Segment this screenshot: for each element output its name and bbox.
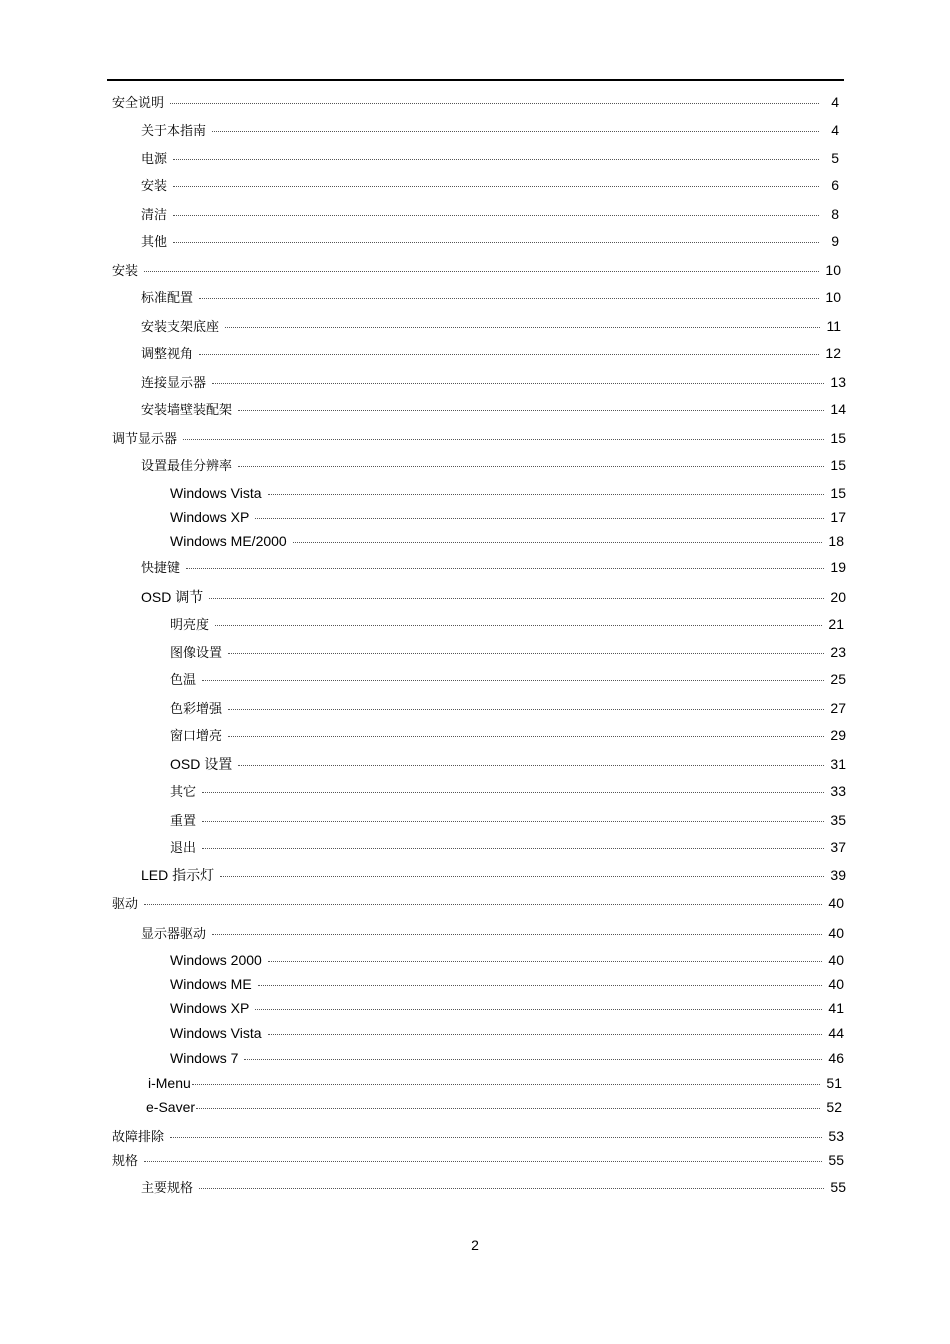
toc-entry-page: 4 [831, 94, 839, 110]
toc-entry[interactable] [146, 1098, 842, 1116]
page-number: 2 [471, 1237, 479, 1253]
toc-entry[interactable] [170, 1024, 844, 1042]
toc-leader [170, 1137, 822, 1138]
toc-entry[interactable] [141, 400, 846, 418]
toc-entry-page: 6 [831, 177, 839, 193]
toc-entry-page: 55 [830, 1179, 846, 1195]
toc-leader [170, 103, 819, 104]
toc-leader [228, 736, 824, 737]
toc-entry-title: 窗口增亮 [170, 729, 223, 744]
toc-entry-title: 关于本指南 [141, 124, 207, 139]
toc-entry-page: 15 [830, 457, 846, 473]
toc-leader [258, 985, 823, 986]
toc-leader [173, 215, 819, 216]
toc-leader [255, 1009, 822, 1010]
toc-entry[interactable] [141, 232, 839, 250]
toc-entry-title: OSD 设置 [170, 756, 233, 772]
toc-entry-page: 35 [830, 812, 846, 828]
toc-leader [173, 159, 819, 160]
toc-entry-title: 故障排除 [112, 1130, 165, 1145]
toc-entry[interactable] [170, 951, 844, 969]
toc-entry-title: 明亮度 [170, 618, 210, 633]
toc-leader [173, 242, 819, 243]
toc-entry-page: 21 [828, 616, 844, 632]
toc-leader [209, 598, 824, 599]
toc-leader [268, 1034, 823, 1035]
toc-entry[interactable] [141, 317, 841, 335]
toc-entry-page: 11 [826, 318, 841, 334]
toc-entry-page: 12 [825, 345, 841, 361]
toc-entry-title: 其它 [170, 785, 197, 800]
toc-entry-title: e-Saver [146, 1099, 196, 1115]
toc-entry-page: 23 [830, 644, 846, 660]
toc-entry-page: 15 [830, 430, 846, 446]
toc-entry-title: 调整视角 [141, 347, 194, 362]
toc-entry-page: 37 [830, 839, 846, 855]
toc-entry-page: 40 [828, 895, 844, 911]
toc-entry[interactable] [141, 205, 839, 223]
toc-entry[interactable] [170, 643, 846, 661]
toc-entry-page: 13 [830, 374, 846, 390]
toc-leader [212, 934, 822, 935]
toc-leader [202, 680, 824, 681]
toc-entry-page: 9 [831, 233, 839, 249]
toc-entry[interactable] [141, 588, 846, 606]
toc-leader [199, 354, 819, 355]
toc-entry[interactable] [141, 149, 839, 167]
toc-leader [144, 904, 822, 905]
toc-entry-page: 40 [828, 976, 844, 992]
toc-entry[interactable] [141, 924, 844, 942]
toc-entry-title: 安装支架底座 [141, 320, 220, 335]
toc-entry[interactable] [170, 615, 844, 633]
toc-entry-title: 规格 [112, 1154, 139, 1169]
toc-leader [215, 625, 822, 626]
toc-entry[interactable] [141, 121, 839, 139]
toc-leader [202, 792, 824, 793]
toc-leader [225, 327, 820, 328]
toc-entry-page: 41 [828, 1000, 844, 1016]
toc-entry-page: 33 [830, 783, 846, 799]
toc-entry-page: 4 [831, 122, 839, 138]
toc-leader [238, 466, 824, 467]
toc-entry-page: 40 [828, 925, 844, 941]
toc-entry-page: 27 [830, 700, 846, 716]
toc-entry-title: Windows ME/2000 [170, 533, 287, 549]
toc-entry[interactable] [141, 288, 841, 306]
toc-entry-page: 53 [828, 1128, 844, 1144]
toc-entry-page: 55 [828, 1152, 844, 1168]
toc-entry-title: 显示器驱动 [141, 927, 207, 942]
toc-entry-page: 52 [826, 1099, 842, 1115]
toc-entry-title: 安装墙壁装配架 [141, 403, 233, 418]
toc-leader [238, 765, 824, 766]
toc-entry[interactable] [170, 726, 846, 744]
toc-entry-title: Windows 2000 [170, 952, 262, 968]
toc-entry-page: 10 [825, 262, 841, 278]
toc-leader [173, 186, 819, 187]
toc-entry[interactable] [141, 558, 846, 576]
toc-entry[interactable] [112, 93, 839, 111]
toc-leader [199, 1188, 824, 1189]
toc-entry[interactable] [141, 866, 846, 884]
toc-entry[interactable] [170, 975, 844, 993]
toc-entry-page: 19 [830, 559, 846, 575]
toc-entry[interactable] [170, 670, 846, 688]
toc-leader [144, 271, 819, 272]
toc-entry-page: 15 [830, 485, 846, 501]
toc-entry-title: 调节显示器 [112, 432, 178, 447]
toc-entry[interactable] [112, 1127, 844, 1145]
toc-entry[interactable] [148, 1074, 842, 1092]
toc-entry-title: Windows Vista [170, 485, 262, 501]
toc-entry[interactable] [170, 1049, 844, 1067]
toc-entry-title: Windows 7 [170, 1050, 239, 1066]
toc-leader [244, 1059, 822, 1060]
toc-leader [228, 709, 824, 710]
toc-entry[interactable] [141, 373, 846, 391]
toc-entry[interactable] [141, 344, 841, 362]
toc-leader [268, 494, 825, 495]
toc-entry-page: 39 [830, 867, 846, 883]
toc-entry[interactable] [112, 261, 841, 279]
toc-entry-page: 17 [830, 509, 846, 525]
toc-entry-title: Windows XP [170, 1000, 250, 1016]
toc-entry[interactable] [112, 429, 846, 447]
toc-entry-title: 标准配置 [141, 291, 194, 306]
toc-leader [220, 876, 824, 877]
toc-leader [293, 542, 823, 543]
toc-entry-title: Windows Vista [170, 1025, 262, 1041]
toc-entry[interactable] [141, 176, 839, 194]
toc-entry[interactable] [170, 484, 846, 502]
toc-entry-title: Windows XP [170, 509, 250, 525]
toc-entry-page: 20 [830, 589, 846, 605]
toc-entry-title: OSD 调节 [141, 589, 204, 605]
toc-entry-title: 色彩增强 [170, 702, 223, 717]
toc-leader [255, 518, 824, 519]
toc-entry-page: 31 [830, 756, 846, 772]
toc-entry-page: 10 [825, 289, 841, 305]
toc-entry-page: 51 [826, 1075, 842, 1091]
toc-entry[interactable] [112, 894, 844, 912]
toc-entry-title: 安装 [112, 264, 139, 279]
toc-entry[interactable] [170, 508, 846, 526]
toc-entry[interactable] [141, 456, 846, 474]
toc-entry-title: 快捷键 [141, 561, 181, 576]
toc-leader [212, 131, 819, 132]
toc-leader [268, 961, 823, 962]
toc-entry-page: 46 [828, 1050, 844, 1066]
toc-entry-title: 连接显示器 [141, 376, 207, 391]
toc-leader [183, 439, 824, 440]
toc-entry-title: LED 指示灯 [141, 867, 215, 883]
toc-entry-title: 主要规格 [141, 1181, 194, 1196]
toc-entry-page: 29 [830, 727, 846, 743]
toc-entry-page: 44 [828, 1025, 844, 1041]
toc-entry-page: 8 [831, 206, 839, 222]
toc-leader [144, 1161, 822, 1162]
toc-leader [202, 821, 824, 822]
toc-entry-title: 电源 [141, 152, 168, 167]
toc-entry-title: 安全说明 [112, 96, 165, 111]
toc-leader [192, 1084, 821, 1085]
toc-entry[interactable] [170, 838, 846, 856]
toc-entry-title: 设置最佳分辨率 [141, 459, 233, 474]
toc-entry-title: 安装 [141, 179, 168, 194]
toc-entry-title: 清洁 [141, 208, 168, 223]
toc-entry-page: 25 [830, 671, 846, 687]
toc-entry[interactable] [141, 1178, 846, 1196]
toc-entry[interactable] [170, 755, 846, 773]
toc-entry[interactable] [170, 999, 844, 1017]
toc-entry[interactable] [170, 782, 846, 800]
toc-entry-title: 图像设置 [170, 646, 223, 661]
toc-leader [228, 653, 824, 654]
toc-entry-page: 5 [831, 150, 839, 166]
toc-entry-title: 色温 [170, 673, 197, 688]
toc-entry-title: i-Menu [148, 1075, 191, 1091]
toc-entry-page: 14 [830, 401, 846, 417]
toc-leader [199, 298, 819, 299]
toc-entry-page: 40 [828, 952, 844, 968]
toc-entry[interactable] [112, 1151, 844, 1169]
toc-entry[interactable] [170, 699, 846, 717]
toc-leader [212, 383, 824, 384]
toc-entry-title: 驱动 [112, 897, 139, 912]
toc-entry[interactable] [170, 811, 846, 829]
toc-leader [186, 568, 824, 569]
toc-leader [196, 1108, 820, 1109]
toc-entry-title: 重置 [170, 814, 197, 829]
toc-entry[interactable] [170, 532, 844, 550]
toc-leader [202, 848, 824, 849]
toc-leader [238, 410, 824, 411]
toc-entry-title: Windows ME [170, 976, 252, 992]
toc-entry-page: 18 [828, 533, 844, 549]
toc-entry-title: 其他 [141, 235, 168, 250]
toc-entry-title: 退出 [170, 841, 197, 856]
